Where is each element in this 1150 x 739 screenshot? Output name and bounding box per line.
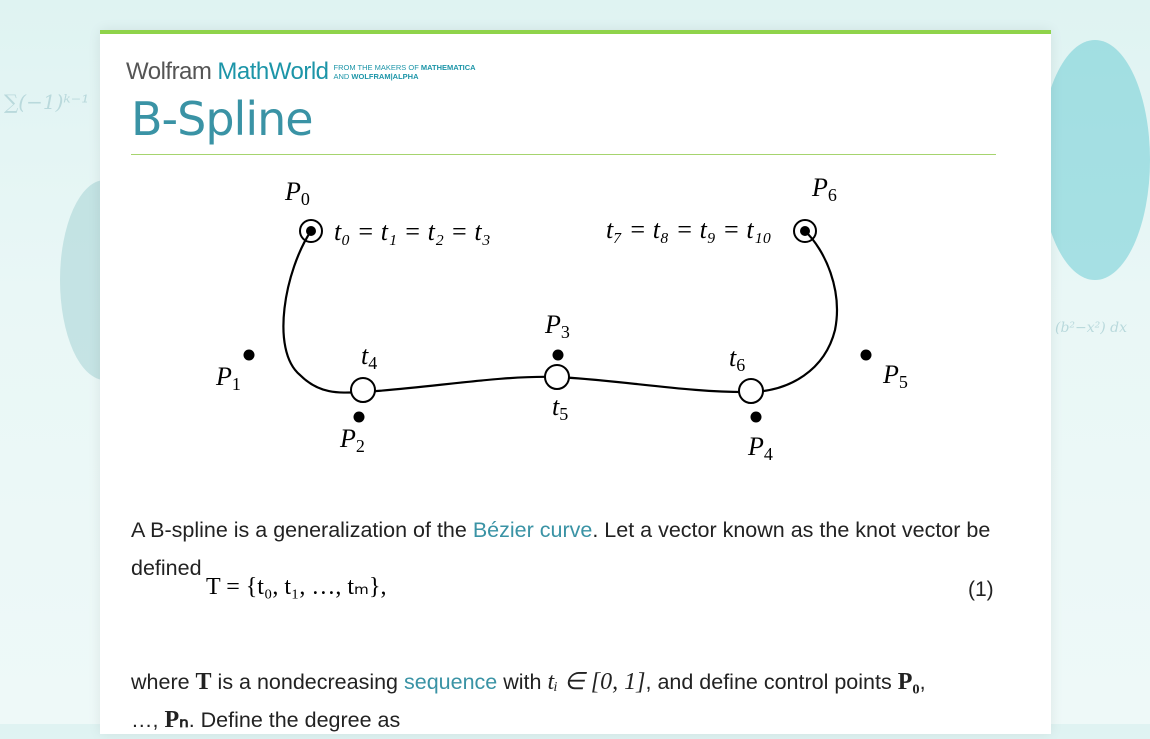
knot-t4 <box>351 378 375 402</box>
label-t6: t6 <box>729 343 746 375</box>
label-p6: P6 <box>812 173 837 205</box>
paragraph-text: , and define control points <box>645 670 898 694</box>
math-condition: tᵢ ∈ [0, 1] <box>547 669 646 695</box>
math-symbol: P₀ <box>897 669 920 695</box>
link-bezier-curve[interactable]: Bézier curve <box>472 518 593 542</box>
tagline-text: FROM THE MAKERS OF <box>333 63 421 72</box>
logo-brand: Wolfram <box>126 58 212 85</box>
knot-t5 <box>545 365 569 389</box>
knot-t6 <box>739 379 763 403</box>
control-point-p3 <box>553 350 564 361</box>
background-formula: (b²−x²) dx <box>1055 320 1128 336</box>
equation-1-number: (1) <box>968 578 994 601</box>
label-p3: P3 <box>545 310 570 342</box>
tagline-text: AND <box>333 72 352 81</box>
control-point-p0 <box>300 220 322 242</box>
paragraph-text: , <box>919 670 926 694</box>
tagline-mathematica: MATHEMATICA <box>420 63 476 72</box>
control-point-p2 <box>354 412 365 423</box>
label-p1: P1 <box>216 362 241 394</box>
control-point-p5 <box>861 350 872 361</box>
paragraph-text: A B-spline is a generalization of the <box>131 518 473 542</box>
background-formula: ∑(−1)ᵏ⁻¹ <box>4 90 90 114</box>
logo-product: MathWorld <box>217 58 329 85</box>
label-t5: t5 <box>552 392 569 424</box>
paragraph-text: where <box>131 670 196 694</box>
page-title: B-Spline <box>131 92 313 146</box>
label-p0: P0 <box>285 177 310 209</box>
label-p4: P4 <box>748 432 773 464</box>
label-t4: t4 <box>361 341 378 373</box>
paragraph-text: . Let a vector known as the knot vector be defined <box>131 518 991 580</box>
paragraph-text: with <box>497 670 548 694</box>
label-end-knots: t₇ = t₈ = t₉ = t₁₀ <box>606 215 772 244</box>
tagline-wolfram-alpha: WOLFRAM|ALPHA <box>351 72 419 81</box>
label-start-knots: t₀ = t₁ = t₂ = t₃ <box>334 217 491 246</box>
equation-1: T = {t₀, t₁, …, tₘ}, <box>206 574 387 600</box>
math-symbol: Pₙ <box>164 707 189 733</box>
label-p5: P5 <box>883 360 908 392</box>
paragraph-knot-def <box>131 663 1011 739</box>
link-sequence[interactable]: sequence <box>404 670 498 694</box>
paragraph-text: is a nondecreasing <box>211 670 404 694</box>
control-point-p1 <box>244 350 255 361</box>
control-point-p6 <box>794 220 816 242</box>
label-p2: P2 <box>340 424 365 456</box>
paragraph-text: …, <box>131 708 165 732</box>
math-symbol: T <box>195 669 212 695</box>
paragraph-text: . Define the degree as <box>188 708 401 732</box>
control-point-p4 <box>751 412 762 423</box>
